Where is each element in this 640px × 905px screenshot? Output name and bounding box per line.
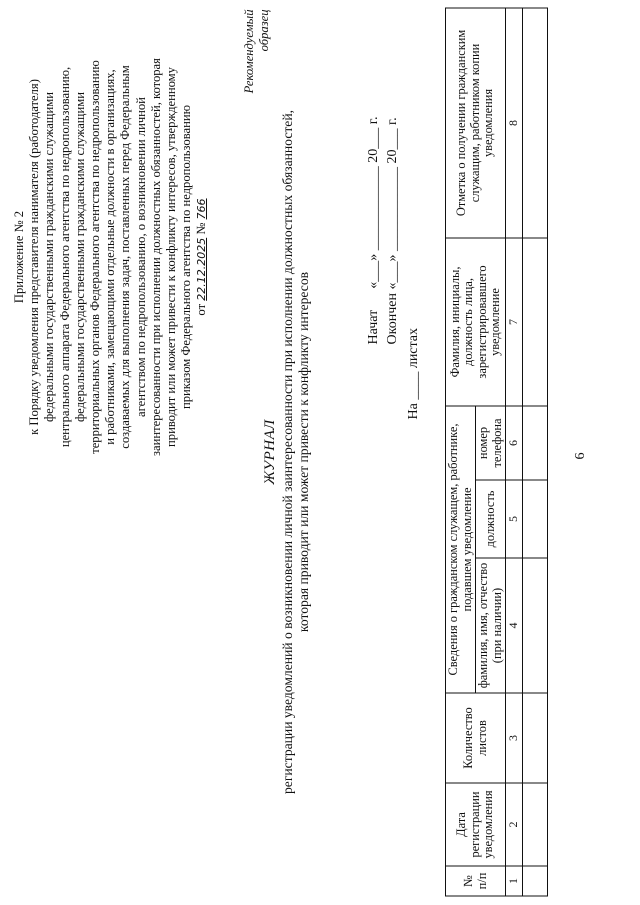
header-cell-registrar: Фамилия, инициалы, должность лица, зарегистрировавшего уведомление — [446, 238, 506, 406]
appendix-line: и работниками, замещающими отдельные должности в организациях, — [103, 69, 118, 445]
finished-date-blank: «___» ____________ 20___ г. — [385, 117, 400, 290]
empty-cell[interactable] — [523, 783, 548, 866]
column-number-cell: 1 — [506, 866, 523, 896]
empty-cell[interactable] — [523, 238, 548, 406]
journal-title: ЖУРНАЛ — [262, 419, 278, 485]
header-cell-full-name: фамилия, имя, отчество (при наличии) — [476, 558, 506, 693]
header-cell-number: № п/п — [446, 866, 506, 896]
column-number-cell: 6 — [506, 406, 523, 480]
sheets-count — [406, 328, 422, 420]
appendix-line: территориальных органов Федерального агентства по недропользованию — [88, 60, 103, 454]
table-header-row — [446, 8, 476, 896]
journal-subtitle — [280, 60, 312, 845]
appendix-block — [12, 5, 210, 510]
column-number-cell: 5 — [506, 480, 523, 558]
started-date-blank: «___» ____________ 20___ г. — [366, 116, 381, 289]
column-number-cell: 2 — [506, 783, 523, 866]
appendix-line: федеральными государственными гражданскими служащими — [42, 92, 57, 422]
journal-subtitle-line: регистрации уведомлений о возникновении личной заинтересованности при исполнении должностных обязанностей, — [280, 110, 295, 794]
header-cell-phone: номер телефона — [476, 406, 506, 480]
number-prefix: № — [194, 222, 209, 235]
sheets-prefix: На — [406, 403, 421, 420]
header-cell-employee-group: Сведения о гражданском служащем, работнике, подавшем уведомление — [446, 406, 476, 693]
empty-cell[interactable] — [523, 480, 548, 558]
column-number-cell: 3 — [506, 693, 523, 783]
sheets-suffix: листах — [406, 327, 421, 369]
period-started — [364, 117, 383, 345]
appendix-line: центрального аппарата Федерального агентства по недропользованию, — [57, 66, 72, 448]
appendix-line: создаваемых для выполнения задач, поставленных перед Федеральным — [118, 65, 133, 449]
header-cell-sheets: Количество листов — [446, 693, 506, 783]
sheets-blank: ____ — [406, 371, 421, 400]
column-number-cell: 7 — [506, 238, 523, 406]
empty-cell[interactable] — [523, 866, 548, 896]
appendix-title: Приложение № 2 — [12, 210, 26, 304]
journal-period — [364, 117, 402, 345]
date-prefix: от — [194, 303, 209, 316]
empty-cell[interactable] — [523, 406, 548, 480]
handwritten-date: 22.12.2025 — [195, 237, 209, 301]
page-number: 6 — [573, 452, 588, 460]
recommended-sample-label: Рекомендуемый образец — [242, 9, 271, 94]
appendix-line: федеральными государственными гражданскими служащими — [72, 92, 87, 422]
empty-cell[interactable] — [523, 558, 548, 693]
started-label: Начат — [366, 309, 381, 345]
column-number-cell: 8 — [506, 8, 523, 238]
appendix-line: к Порядку уведомления представителя нанимателя (работодателя) — [27, 79, 42, 435]
appendix-line: агентством по недропользованию, о возникновении личной — [133, 97, 148, 417]
appendix-line: заинтересованности при исполнении должностных обязанностей, которая — [148, 58, 163, 456]
appendix-line: приказом Федерального агентства по недропользованию — [179, 105, 194, 409]
appendix-date-line — [194, 5, 209, 510]
handwritten-number: 766 — [195, 198, 209, 220]
header-cell-position: должность — [476, 480, 506, 558]
table-row-column-numbers — [506, 8, 523, 896]
empty-cell[interactable] — [523, 693, 548, 783]
empty-cell[interactable] — [523, 8, 548, 238]
table-row-empty — [523, 8, 548, 896]
column-number-cell: 4 — [506, 558, 523, 693]
header-cell-date: Дата регистрации уведомления — [446, 783, 506, 866]
registration-table — [445, 7, 548, 896]
journal-subtitle-line: которая приводит или может привести к конфликту интересов — [296, 271, 311, 633]
header-cell-copy-mark: Отметка о получении гражданским служащим, работником копии уведомления — [446, 8, 506, 238]
finished-label: Окончен — [385, 293, 400, 345]
period-finished — [383, 117, 402, 345]
appendix-line: приводит или может привести к конфликту интересов, утвержденному — [164, 67, 179, 447]
